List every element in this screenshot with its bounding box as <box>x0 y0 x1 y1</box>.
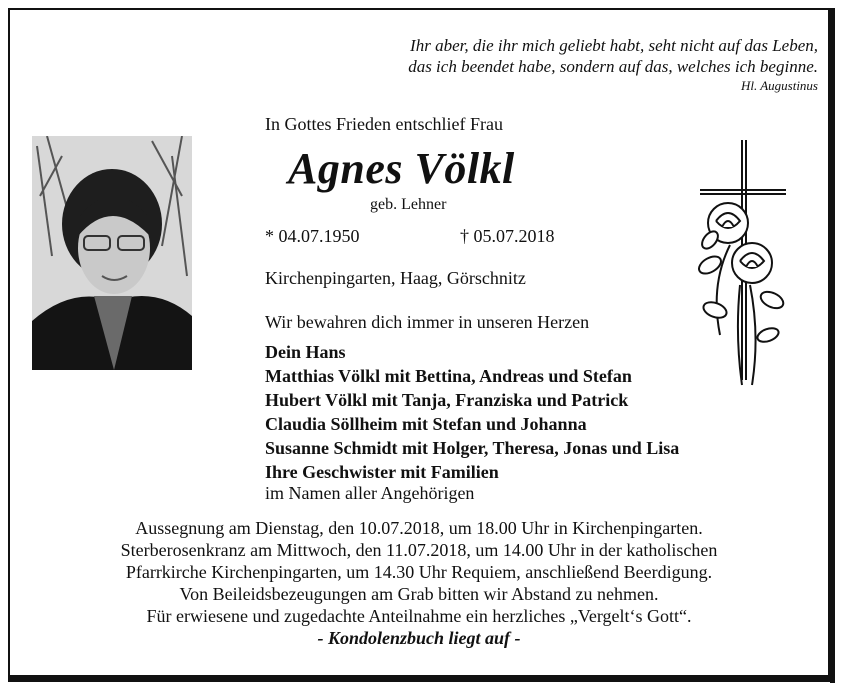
quote-source: Hl. Augustinus <box>740 78 818 93</box>
portrait-image <box>32 136 192 370</box>
residence-places: Kirchenpingarten, Haag, Görschnitz <box>265 268 526 288</box>
frame-shadow-bottom <box>8 677 835 682</box>
on-behalf-text: im Namen aller Angehörigen <box>265 483 475 503</box>
deceased-name: Agnes Völkl <box>288 144 515 193</box>
memorial-motto: Wir bewahren dich immer in unseren Herzen <box>265 312 590 332</box>
notice-line: Für erwiesene und zugedachte Anteilnahme ein herzliches „Vergelt‘s Gott“. <box>146 606 692 626</box>
death-date: † 05.07.2018 <box>460 226 555 246</box>
funeral-notice <box>14 517 824 649</box>
maiden-name: geb. Lehner <box>370 196 447 213</box>
family-member: Claudia Söllheim mit Stefan und Johanna <box>265 414 587 434</box>
notice-line: Pfarrkirche Kirchenpingarten, um 14.30 Uhr Requiem, anschließend Beerdigung. <box>125 562 713 582</box>
frame-shadow-right <box>830 8 835 683</box>
bible-quote <box>408 35 818 95</box>
notice-line: Aussegnung am Dienstag, den 10.07.2018, um 18.00 Uhr in Kirchenpingarten. <box>135 518 703 538</box>
notice-line: Von Beileidsbezeugungen am Grab bitten wir Abstand zu nehmen. <box>179 584 659 604</box>
notice-line: Sterberosenkranz am Mittwoch, den 11.07.2018, um 14.00 Uhr in der katholischen <box>120 540 718 560</box>
portrait-photo <box>32 136 192 370</box>
family-list <box>265 340 679 484</box>
birth-date: * 04.07.1950 <box>265 226 360 246</box>
family-member: Dein Hans <box>265 342 346 362</box>
condolence-book-note: - Kondolenzbuch liegt auf - <box>317 628 521 648</box>
family-member: Ihre Geschwister mit Familien <box>265 462 499 482</box>
family-member: Matthias Völkl mit Bettina, Andreas und Stefan <box>265 366 632 386</box>
family-member: Susanne Schmidt mit Holger, Theresa, Jonas und Lisa <box>265 438 680 458</box>
family-member: Hubert Völkl mit Tanja, Franziska und Patrick <box>265 390 629 410</box>
quote-line-1: Ihr aber, die ihr mich geliebt habt, seht nicht auf das Leben, <box>410 36 818 55</box>
cross-roses-icon <box>680 135 800 395</box>
intro-text: In Gottes Frieden entschlief Frau <box>265 114 503 134</box>
quote-line-2: das ich beendet habe, sondern auf das, welches ich beginne. <box>408 57 818 76</box>
